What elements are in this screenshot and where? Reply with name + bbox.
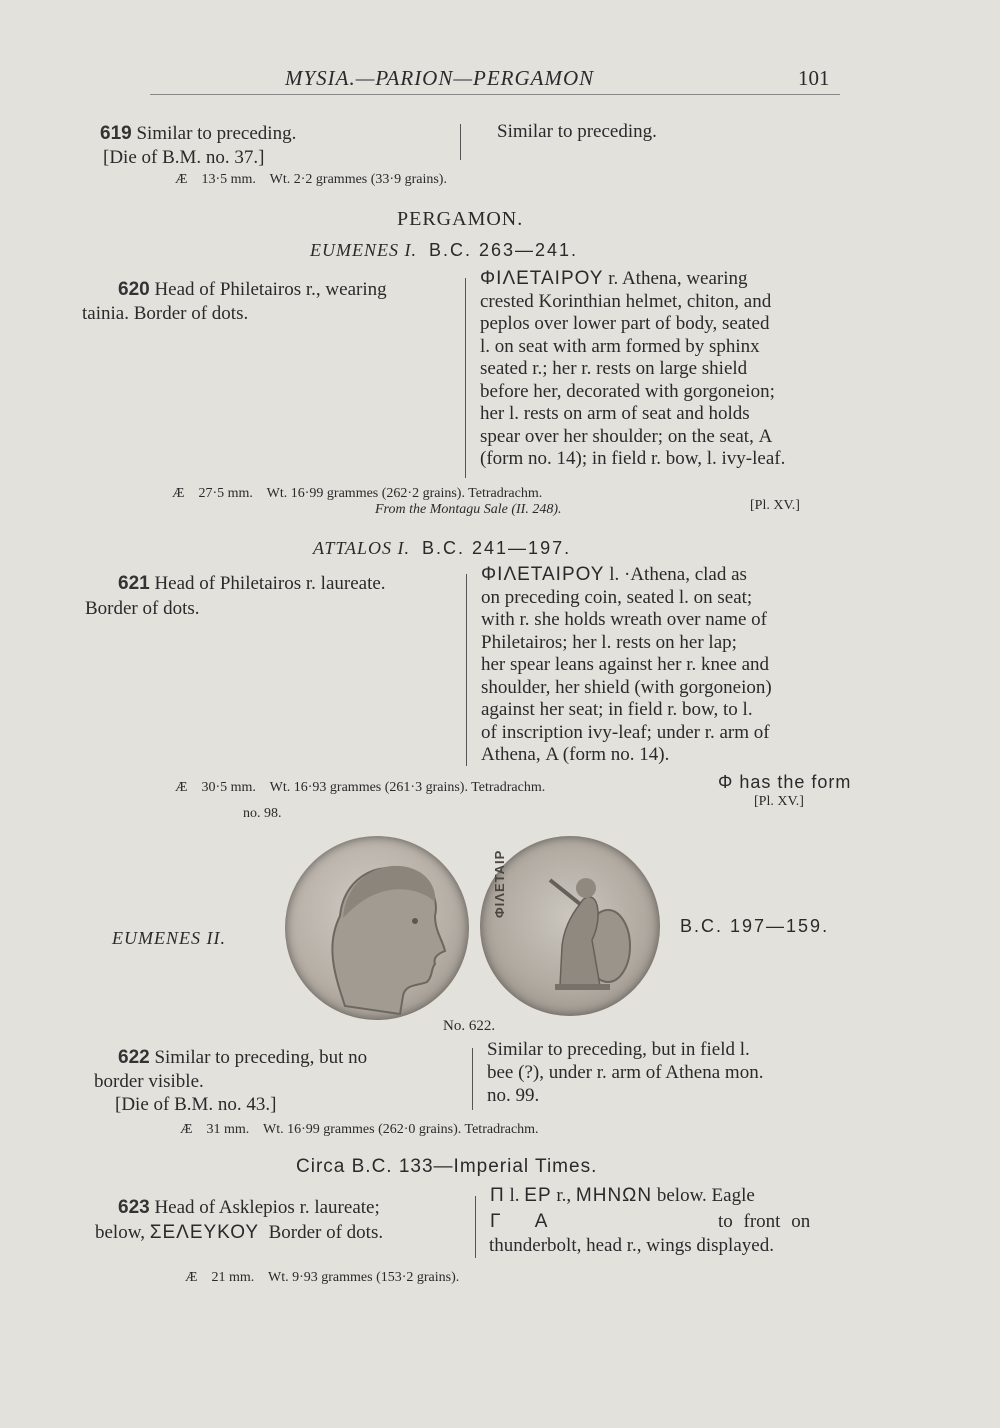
reverse-line: her l. rests on arm of seat and holds: [480, 403, 750, 424]
coin-reverse-image: [480, 836, 660, 1016]
entry-621-form-note: [718, 772, 851, 793]
greek-legend: ΣΕΛΕΥΚΟΥ: [149, 1222, 260, 1243]
entry-620-obverse-2: tainia. Border of dots.: [82, 303, 249, 324]
reverse-line: shoulder, her shield (with gorgoneion): [481, 676, 772, 698]
reverse-line: Athena, Α (form no. 14).: [481, 744, 670, 765]
page-number: 101: [798, 66, 830, 90]
section-heading-pergamon: PERGAMON.: [397, 208, 524, 230]
entry-623-obverse: [118, 1196, 380, 1219]
greek-legend: ΦΙΛΕΤΑΙΡΟΥ: [480, 268, 604, 289]
entry-620-plate: [Pl. XV.]: [750, 498, 800, 513]
entry-621-metrology: [175, 780, 545, 796]
greek-legend: ΜΗΝΩΝ: [575, 1185, 653, 1206]
entry-622-metrology: [180, 1122, 539, 1138]
header-rule: [150, 94, 840, 95]
entry-number: 622: [118, 1047, 150, 1068]
running-head: MYSIA.—PARION—PERGAMON: [285, 66, 595, 90]
coin-obverse-image: [285, 836, 469, 1020]
ruler-dates: B.C. 263—241.: [428, 240, 579, 260]
entry-623-obverse-2: [95, 1221, 383, 1244]
obverse-text: below,: [95, 1222, 145, 1243]
reverse-line: seated r.; her r. rests on large shield: [480, 358, 748, 379]
ruler-heading-attalos-i: [313, 538, 571, 559]
ruler-dates: B.C. 241—197.: [422, 538, 572, 558]
obverse-text: Head of Philetairos r. laureate.: [154, 573, 386, 594]
greek-letters: ΕΡ: [524, 1185, 552, 1206]
size: 27·5 mm.: [198, 486, 253, 501]
reverse-text: below. Eagle: [656, 1185, 755, 1206]
greek-monogram: Π: [490, 1185, 505, 1206]
reverse-line: before her, decorated with gorgoneion;: [480, 380, 775, 402]
entry-620-metrology: [172, 486, 542, 502]
size: 31 mm.: [206, 1122, 250, 1137]
ruler-dates-eumenes-ii: B.C. 197—159.: [680, 916, 830, 936]
metal: Æ: [175, 172, 188, 187]
greek-letter: Γ: [490, 1211, 502, 1232]
obverse-text: Head of Philetairos r., wearing: [154, 279, 387, 300]
reverse-line: against her seat; in field r. bow, to l.: [481, 699, 753, 720]
entry-620-reverse: [480, 268, 838, 471]
entry-622-die: [Die of B.M. no. 43.]: [115, 1094, 277, 1115]
entry-number: 623: [118, 1197, 150, 1218]
entry-number: 619: [100, 123, 132, 144]
entry-623-reverse-2b: to front on: [718, 1211, 811, 1232]
weight: Wt. 9·93 grammes (153·2 grains).: [267, 1270, 460, 1285]
metal: Æ: [180, 1122, 193, 1137]
reverse-line: spear over her shoulder; on the seat, Α: [480, 425, 773, 447]
reverse-line: [480, 268, 838, 291]
entry-621-reverse: [481, 564, 841, 767]
greek-phi: Φ has the form: [718, 772, 852, 792]
ruler-heading-eumenes-ii: EUMENES II.: [112, 928, 226, 948]
weight: Wt. 16·99 grammes (262·0 grains). Tetradrachm.: [262, 1122, 539, 1137]
reverse-line: no. 99.: [487, 1085, 540, 1106]
greek-letter: Α: [534, 1211, 549, 1232]
reverse-line: of inscription ivy-leaf; under r. arm of: [481, 721, 770, 743]
reverse-line: (form no. 14); in field r. bow, l. ivy-leaf.: [480, 448, 786, 469]
reverse-line: peplos over lower part of body, seated: [480, 313, 770, 334]
plate-caption: No. 622.: [443, 1018, 496, 1034]
column-divider: [466, 574, 467, 766]
reverse-line: with r. she holds wreath over name of: [481, 609, 767, 630]
entry-619-die: [Die of B.M. no. 37.]: [103, 147, 265, 168]
weight: Wt. 2·2 grammes (33·9 grains).: [269, 172, 447, 187]
obverse-text: Similar to preceding.: [136, 123, 297, 144]
reverse-line: her spear leans against her r. knee and: [481, 654, 770, 675]
philetairos-head-icon: [285, 836, 469, 1020]
column-divider: [465, 278, 466, 478]
reverse-text: r. Athena, wearing: [608, 268, 748, 289]
reverse-line: [481, 564, 841, 587]
entry-623-reverse-3: thunderbolt, head r., wings displayed.: [489, 1235, 774, 1256]
metal: Æ: [172, 486, 185, 501]
greek-legend: ΦΙΛΕΤΑΙΡΟΥ: [481, 564, 605, 585]
obverse-text: Head of Asklepios r. laureate;: [154, 1197, 380, 1218]
reverse-line: Similar to preceding, but in field l.: [487, 1039, 750, 1060]
entry-623-reverse-2a: [490, 1210, 548, 1233]
entry-619-obverse: [100, 122, 296, 145]
entry-619-reverse: Similar to preceding.: [497, 121, 657, 142]
size: 30·5 mm.: [201, 780, 256, 795]
reverse-line: bee (?), under r. arm of Athena mon.: [487, 1062, 764, 1083]
entry-623-reverse-1: [490, 1184, 755, 1207]
entry-621-plate: [Pl. XV.]: [754, 794, 804, 809]
entry-620-provenance: From the Montagu Sale (II. 248).: [375, 502, 562, 517]
section-heading-imperial: Circa B.C. 133—Imperial Times.: [296, 1156, 598, 1177]
entry-622-obverse-2: border visible.: [94, 1071, 204, 1092]
entry-621-obverse: [118, 572, 386, 595]
ruler-heading-eumenes-i: [310, 240, 578, 261]
weight: Wt. 16·99 grammes (262·2 grains). Tetradrachm.: [266, 486, 543, 501]
ruler-name: EUMENES I.: [310, 240, 417, 260]
entry-619-metrology: [175, 172, 447, 188]
entry-621-obverse-2: Border of dots.: [85, 598, 200, 619]
athena-seated-icon: [480, 836, 660, 1016]
size: 13·5 mm.: [201, 172, 256, 187]
column-divider: [475, 1196, 476, 1258]
reverse-text: l.: [509, 1185, 520, 1206]
coin-legend: ΦΙΛΕΤΑΙΡ: [492, 849, 507, 918]
entry-622-reverse: [487, 1038, 849, 1107]
ruler-name: ATTALOS I.: [313, 538, 411, 558]
reverse-line: Philetairos; her l. rests on her lap;: [481, 631, 737, 653]
weight: Wt. 16·93 grammes (261·3 grains). Tetradrachm.: [269, 780, 546, 795]
entry-number: 621: [118, 573, 150, 594]
column-divider: [460, 124, 461, 160]
reverse-text: l. ·Athena, clad as: [609, 564, 747, 585]
metal: Æ: [185, 1270, 198, 1285]
entry-number: 620: [118, 279, 150, 300]
obverse-text: Similar to preceding, but no: [154, 1047, 368, 1068]
reverse-line: on preceding coin, seated l. on seat;: [481, 586, 753, 608]
reverse-text: r.,: [556, 1185, 572, 1206]
obverse-text: Border of dots.: [268, 1222, 384, 1243]
column-divider: [472, 1048, 473, 1110]
metal: Æ: [175, 780, 188, 795]
size: 21 mm.: [211, 1270, 255, 1285]
entry-621-form-note-2: no. 98.: [243, 806, 282, 821]
entry-622-obverse: [118, 1046, 367, 1069]
reverse-line: l. on seat with arm formed by sphinx: [480, 335, 760, 357]
reverse-line: crested Korinthian helmet, chiton, and: [480, 290, 772, 312]
entry-623-metrology: [185, 1270, 459, 1286]
entry-620-obverse: [118, 278, 387, 301]
